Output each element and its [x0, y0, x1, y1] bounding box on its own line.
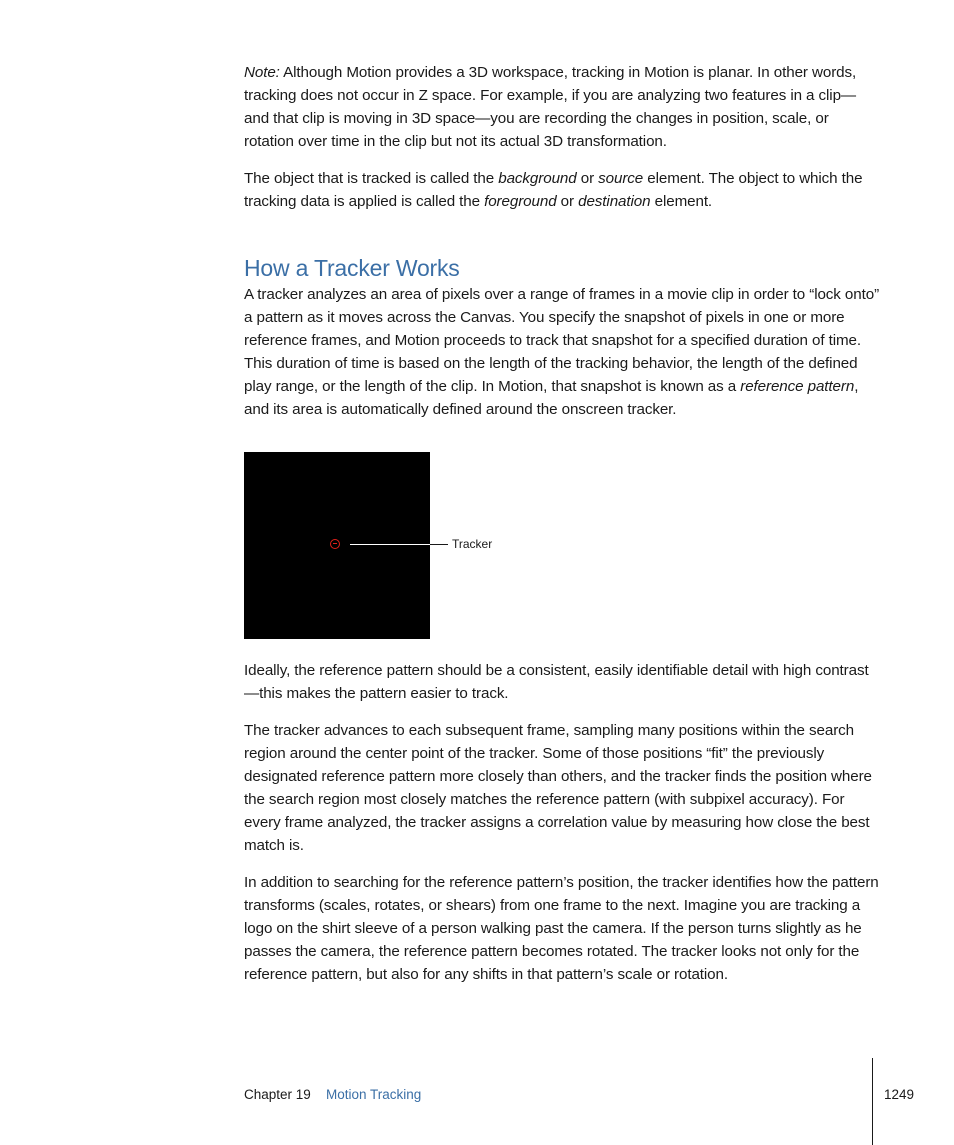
tracker-figure: [244, 452, 880, 639]
object-paragraph: [244, 167, 880, 213]
object-text-4: or: [556, 193, 579, 210]
note-text: Although Motion provides a 3D workspace, tracking in Motion is planar. In other words, tracking does not occur in Z space. For example, if you are analyzing two features in a clip—and that clip is moving in 3D space—you are recording the changes in position, scale, or rotation over time in the clip but not its actual 3D transformation.: [244, 64, 857, 150]
callout-label-tracker: Tracker: [452, 537, 493, 551]
canvas-image: [244, 452, 430, 639]
term-destination: destination: [578, 193, 651, 210]
term-background: background: [498, 170, 577, 187]
term-source: source: [598, 170, 644, 187]
term-reference-pattern: reference pattern: [740, 378, 855, 395]
tracker-intro-text-2: , and its area is automatically defined around the onscreen tracker.: [244, 378, 859, 418]
advance-paragraph: The tracker advances to each subsequent frame, sampling many positions within the search region around the center point of the tracker. Some of those positions “fit” the previously designated reference pattern more closely than others, and the tracker finds the position where the search region most closely matches the reference pattern (with subpixel accuracy). For every frame analyzed, the tracker assigns a correlation value by measuring how close the best match is.: [244, 722, 872, 854]
ideal-paragraph: Ideally, the reference pattern should be a consistent, easily identifiable detail with high contrast—this makes the pattern easier to track.: [244, 662, 869, 702]
callout-leader-outer: [430, 544, 448, 545]
object-text-3: element. The object to which the tracking data is applied is called the: [244, 170, 863, 210]
transform-paragraph: In addition to searching for the reference pattern’s position, the tracker identifies how the pattern transforms (scales, rotates, or shears) from one frame to the next. Imagine you are tracking a logo on the shirt sleeve of a person walking past the camera. If the person turns slightly as he passes the camera, the reference pattern becomes rotated. The tracker looks not only for the reference pattern, but also for any shifts in that pattern’s scale or rotation.: [244, 874, 879, 983]
tracker-intro-paragraph: [244, 283, 880, 421]
object-text-1: The object that is tracked is called the: [244, 170, 499, 187]
page-content: [244, 61, 880, 986]
tracker-center-mark: [333, 543, 337, 545]
note-paragraph: [244, 61, 880, 153]
object-text-2: or: [576, 170, 599, 187]
term-foreground: foreground: [484, 193, 557, 210]
section-heading: How a Tracker Works: [244, 255, 460, 281]
object-text-5: element.: [650, 193, 713, 210]
footer-section-title: Motion Tracking: [326, 1087, 422, 1102]
tracker-intro-text-1: A tracker analyzes an area of pixels over a range of frames in a movie clip in order to “lock onto” a pattern as it moves across the Canvas. You specify the snapshot of pixels in one or more reference frames, and Motion proceeds to track that snapshot for a specified duration of time. This duration of time is based on the length of the tracking behavior, the length of the defined play range, or the length of the clip. In Motion, that snapshot is known as a: [244, 286, 880, 395]
note-label: Note:: [244, 64, 280, 81]
footer-chapter: Chapter 19: [244, 1087, 311, 1102]
footer-divider: [872, 1058, 873, 1145]
page-number: 1249: [884, 1087, 915, 1102]
